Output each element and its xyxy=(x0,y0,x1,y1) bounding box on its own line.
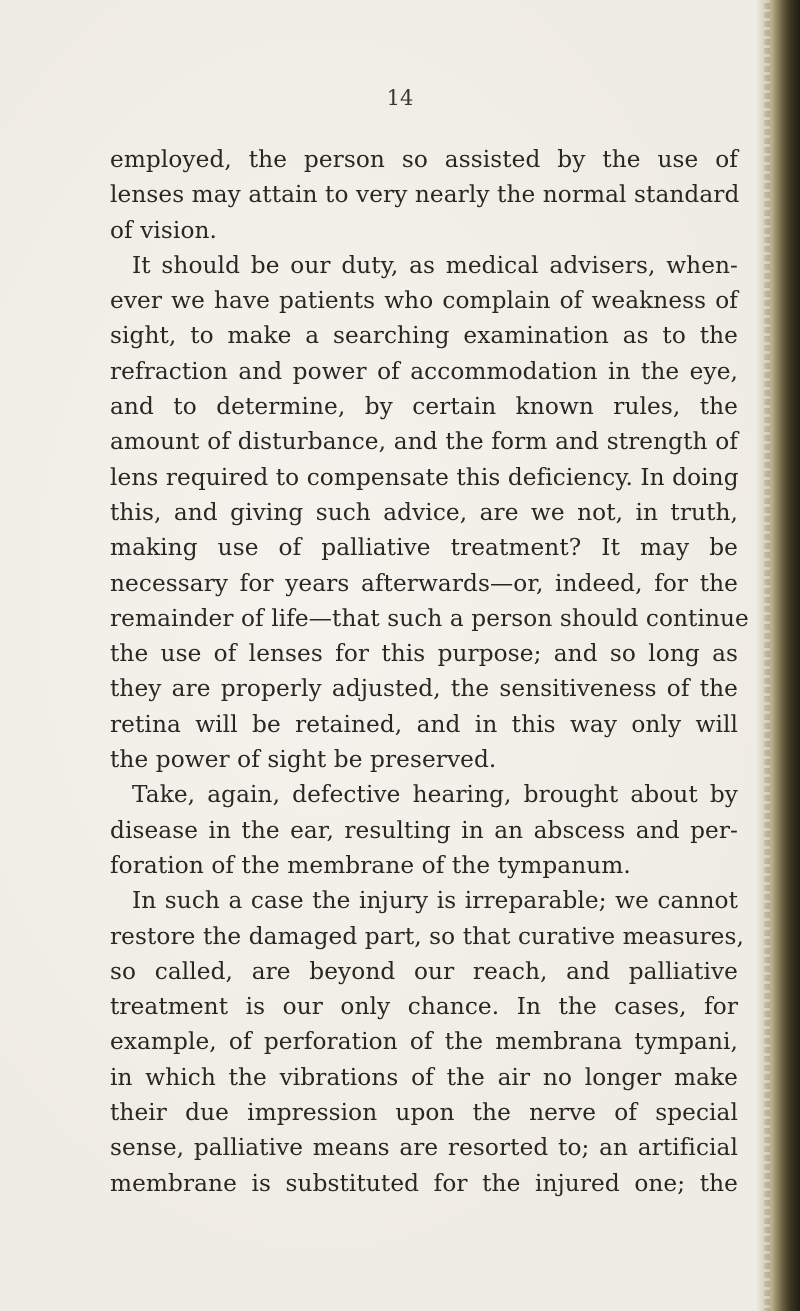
book-binding-texture xyxy=(764,0,770,1311)
text-line: In such a case the injury is irreparable; we cannot xyxy=(132,887,738,915)
text-line: membrane is substituted for the injured one; the xyxy=(110,1169,738,1197)
body-text xyxy=(110,142,749,1201)
text-line: in which the vibrations of the air no longer make xyxy=(110,1063,738,1091)
text-line: Take, again, defective hearing, brought about by xyxy=(132,781,738,809)
book-binding-edge xyxy=(756,0,800,1311)
text-line: making use of palliative treatment? It may be xyxy=(110,534,738,562)
text-line: employed, the person so assisted by the use of xyxy=(110,146,738,173)
page-number: 14 xyxy=(386,86,414,110)
text-line: necessary for years afterwards—or, indeed, for the xyxy=(110,569,738,597)
text-line: the power of sight be preserved. xyxy=(110,746,497,774)
text-line: the use of lenses for this purpose; and so long as xyxy=(110,640,738,668)
text-line: It should be our duty, as medical advisers, when- xyxy=(132,251,738,279)
text-line: sense, palliative means are resorted to; an artificial xyxy=(110,1134,738,1162)
text-line: and to determine, by certain known rules, the xyxy=(110,393,738,421)
text-line: they are properly adjusted, the sensitiveness of the xyxy=(110,675,738,703)
text-line: their due impression upon the nerve of special xyxy=(110,1099,738,1127)
text-line: remainder of life—that such a person should continue xyxy=(110,604,749,632)
text-line: restore the damaged part, so that curative measures, xyxy=(110,922,744,950)
text-line: of vision. xyxy=(110,216,218,244)
text-line: this, and giving such advice, are we not, in truth, xyxy=(110,498,738,526)
text-line: foration of the membrane of the tympanum. xyxy=(110,851,631,879)
text-line: lens required to compensate this deficiency. In doing xyxy=(110,463,739,491)
text-line: sight, to make a searching examination as to the xyxy=(110,322,738,350)
text-line: refraction and power of accommodation in the eye, xyxy=(110,357,738,385)
text-line: retina will be retained, and in this way only will xyxy=(110,710,738,738)
text-line: treatment is our only chance. In the cases, for xyxy=(110,993,738,1021)
text-line: so called, are beyond our reach, and palliative xyxy=(110,957,738,985)
text-line: disease in the ear, resulting in an abscess and per- xyxy=(110,816,738,844)
text-line: lenses may attain to very nearly the normal standard xyxy=(110,181,740,209)
text-line: amount of disturbance, and the form and strength of xyxy=(110,428,738,456)
text-line: example, of perforation of the membrana tympani, xyxy=(110,1028,738,1056)
text-line: ever we have patients who complain of weakness of xyxy=(110,287,738,315)
